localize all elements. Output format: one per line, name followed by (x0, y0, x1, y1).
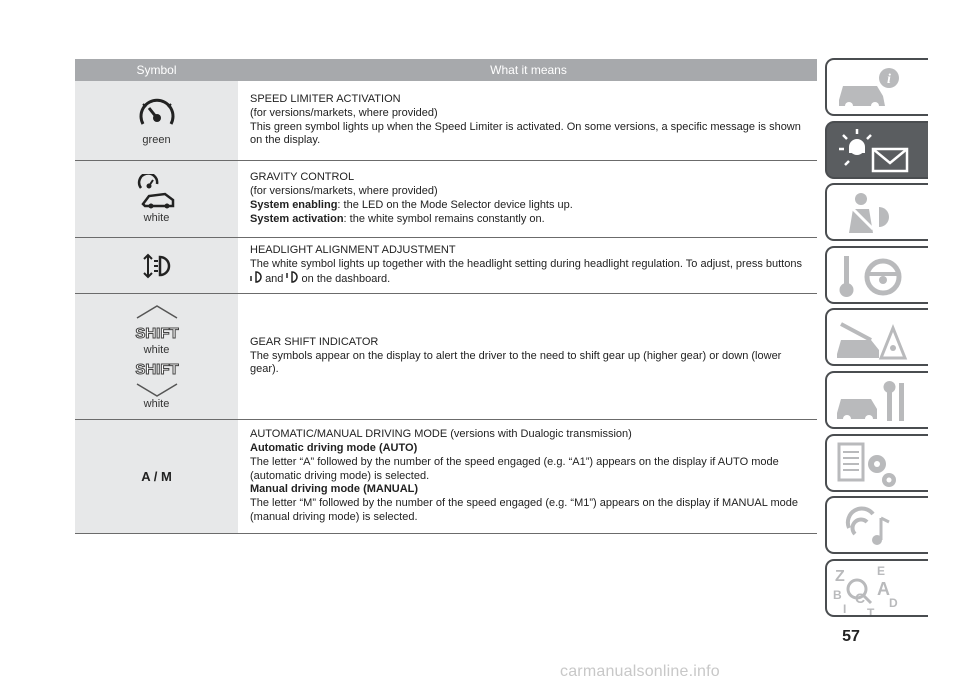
technical-data-gears-icon (827, 436, 928, 492)
symbol-cell (75, 420, 238, 533)
alphabetical-index-icon (827, 561, 928, 617)
symbol-cell (75, 161, 238, 237)
meaning-cell (238, 238, 817, 293)
tab-emergency[interactable] (825, 308, 928, 366)
headlight-up-button-icon (286, 271, 298, 283)
headlight-down-button-icon (250, 271, 262, 283)
row-title: HEADLIGHT ALIGNMENT ADJUSTMENT (250, 243, 456, 256)
row-enabling (250, 199, 809, 213)
header-meaning: What it means (490, 63, 567, 77)
table-row (75, 238, 817, 294)
chapter-sidebar (825, 58, 928, 621)
symbol-cell (75, 81, 238, 160)
headlight-alignment-icon (140, 251, 174, 281)
tab-index[interactable] (825, 559, 928, 617)
svg-text:T: T (867, 605, 875, 619)
manual-mode-text: The letter “M” followed by the number of the speed engaged (e.g. “M1”) appears on the display if MANUAL mode (manual driving mode) is selected. (250, 497, 799, 523)
tab-maintenance[interactable] (825, 371, 928, 429)
enabling-text: : the LED on the Mode Selector device lights up. (337, 199, 573, 211)
symbol-color-label: white (143, 212, 170, 224)
row-activation (250, 213, 809, 227)
shift-down-icon (131, 358, 183, 398)
svg-text:Z: Z (835, 567, 845, 585)
tab-car-info[interactable] (825, 58, 928, 116)
symbol-cell (75, 294, 238, 419)
row-title: GRAVITY CONTROL (250, 171, 355, 184)
meaning-cell (238, 294, 817, 419)
meaning-cell (238, 81, 817, 160)
table-row (75, 81, 817, 161)
page-number: 57 (842, 628, 860, 645)
warning-light-message-icon (827, 123, 928, 179)
row-note: (for versions/markets, where provided) (250, 185, 438, 198)
symbol-color-label: green (142, 133, 171, 146)
row-description: The symbols appear on the display to alert the driver to the need to shift gear up (higher gear) or down (lower gear). (250, 349, 782, 376)
table-header (75, 59, 817, 81)
activation-text: : the white symbol remains constantly on. (343, 212, 545, 225)
table-row (75, 294, 817, 420)
footer-watermark: carmanualsonline.info (560, 663, 720, 680)
symbol-color-label: white (143, 397, 170, 410)
emergency-car-warning-icon (827, 310, 928, 366)
symbol-color-label: white (143, 343, 170, 356)
symbol-cell (75, 238, 238, 293)
activation-label: System activation (250, 212, 344, 225)
speed-limiter-icon (137, 96, 177, 132)
manual-mode-label: Manual driving mode (MANUAL) (250, 483, 419, 496)
header-symbol: Symbol (136, 63, 177, 77)
car-info-icon (827, 60, 928, 116)
svg-text:D: D (889, 595, 898, 610)
row-title: GEAR SHIFT INDICATOR (250, 335, 379, 348)
meaning-cell (238, 420, 817, 533)
auto-mode-text: The letter “A” followed by the number of the speed engaged (e.g. “A1”) appears on the display if AUTO mode (automatic driving mode) is selected. (250, 455, 779, 482)
auto-manual-symbol: A / M (141, 469, 172, 484)
svg-text:I: I (843, 601, 847, 616)
multimedia-music-icon (827, 498, 928, 554)
svg-text:E: E (877, 563, 886, 578)
warning-lights-table (75, 59, 817, 534)
meaning-cell (238, 161, 817, 237)
shift-up-icon (131, 304, 183, 344)
tab-multimedia[interactable] (825, 496, 928, 554)
enabling-label: System enabling (250, 199, 338, 211)
auto-mode-label: Automatic driving mode (AUTO) (250, 442, 418, 454)
key-steering-wheel-icon (827, 248, 928, 304)
row-description: This green symbol lights up when the Speed Limiter is activated. On some versions, a specific message is shown on the display. (250, 120, 801, 147)
svg-text:i: i (887, 72, 891, 87)
tab-starting-driving[interactable] (825, 246, 928, 304)
svg-text:B: B (833, 587, 842, 602)
gravity-control-icon (135, 174, 179, 210)
shift-up-text: SHIFT (134, 324, 179, 342)
tab-safety[interactable] (825, 183, 928, 241)
row-description: The white symbol lights up together with the headlight setting during headlight regulation. To adjust, press buttons and on the dashboard. (250, 257, 802, 286)
row-title: SPEED LIMITER ACTIVATION (250, 92, 401, 105)
table-row (75, 161, 817, 238)
svg-text:C: C (855, 589, 866, 606)
tab-warning-lights[interactable] (825, 121, 928, 179)
svg-text:A: A (877, 578, 890, 599)
car-maintenance-wrench-icon (827, 373, 928, 429)
tab-technical-data[interactable] (825, 434, 928, 492)
row-note: (for versions/markets, where provided) (250, 106, 438, 119)
row-title: AUTOMATIC/MANUAL DRIVING MODE (versions with Dualogic transmission) (250, 428, 632, 441)
safety-seatbelt-airbag-icon (827, 185, 928, 241)
table-row (75, 420, 817, 534)
shift-down-text: SHIFT (134, 360, 179, 378)
